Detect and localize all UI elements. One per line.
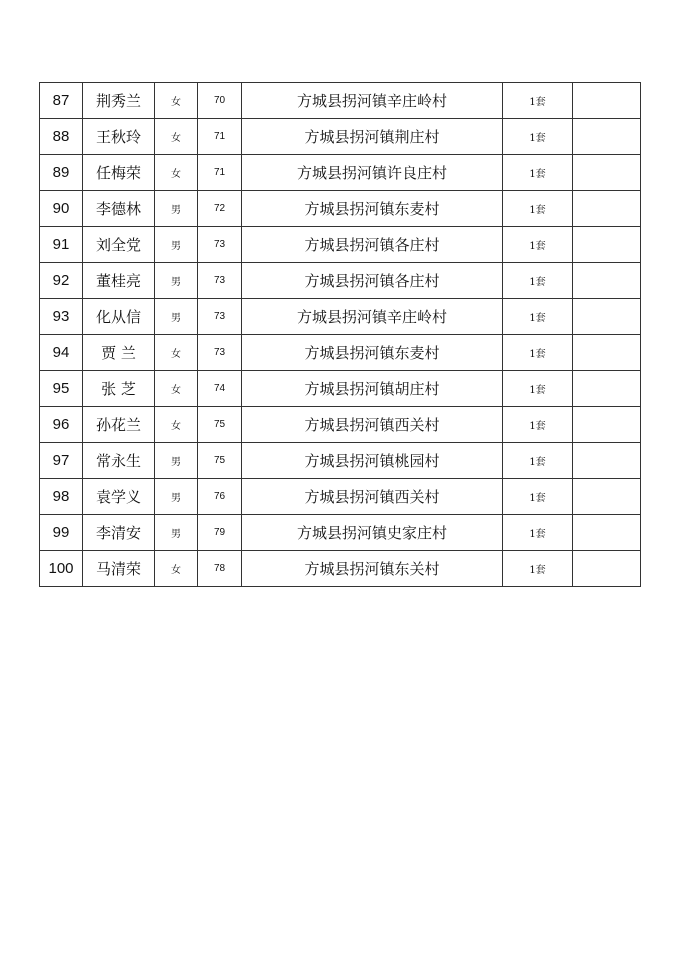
table-row [40,299,641,335]
table-row [40,191,641,227]
note-cell [573,335,641,371]
age-cell: 72 [198,191,242,227]
quantity-cell: 1套 [503,191,573,227]
address-cell: 方城县拐河镇史家庄村 [242,515,503,551]
quantity-cell: 1套 [503,407,573,443]
address-cell: 方城县拐河镇各庄村 [242,227,503,263]
table-body [40,83,641,587]
table-row [40,515,641,551]
row-number: 92 [40,263,83,299]
note-cell [573,443,641,479]
recipient-table [39,82,641,587]
sex-cell: 男 [155,299,198,335]
sex-cell: 男 [155,443,198,479]
age-cell: 73 [198,299,242,335]
person-name: 贾 兰 [83,335,155,371]
age-cell: 71 [198,155,242,191]
age-cell: 79 [198,515,242,551]
note-cell [573,191,641,227]
age-cell: 70 [198,83,242,119]
quantity-cell: 1套 [503,371,573,407]
person-name: 荆秀兰 [83,83,155,119]
note-cell [573,407,641,443]
note-cell [573,299,641,335]
sex-cell: 男 [155,191,198,227]
sex-cell: 男 [155,263,198,299]
address-cell: 方城县拐河镇桃园村 [242,443,503,479]
sex-cell: 女 [155,119,198,155]
quantity-cell: 1套 [503,83,573,119]
person-name: 刘全党 [83,227,155,263]
row-number: 100 [40,551,83,587]
address-cell: 方城县拐河镇许良庄村 [242,155,503,191]
person-name: 董桂亮 [83,263,155,299]
quantity-cell: 1套 [503,515,573,551]
note-cell [573,515,641,551]
table-row [40,263,641,299]
table-row [40,443,641,479]
row-number: 95 [40,371,83,407]
table-row [40,119,641,155]
quantity-cell: 1套 [503,299,573,335]
quantity-cell: 1套 [503,155,573,191]
address-cell: 方城县拐河镇辛庄岭村 [242,83,503,119]
address-cell: 方城县拐河镇西关村 [242,479,503,515]
age-cell: 78 [198,551,242,587]
sex-cell: 女 [155,371,198,407]
quantity-cell: 1套 [503,119,573,155]
person-name: 化从信 [83,299,155,335]
table-row [40,371,641,407]
address-cell: 方城县拐河镇胡庄村 [242,371,503,407]
note-cell [573,551,641,587]
quantity-cell: 1套 [503,263,573,299]
note-cell [573,371,641,407]
row-number: 91 [40,227,83,263]
quantity-cell: 1套 [503,335,573,371]
address-cell: 方城县拐河镇东麦村 [242,335,503,371]
table-row [40,227,641,263]
table-row [40,551,641,587]
table-row [40,407,641,443]
note-cell [573,83,641,119]
quantity-cell: 1套 [503,479,573,515]
person-name: 李德林 [83,191,155,227]
person-name: 王秋玲 [83,119,155,155]
row-number: 97 [40,443,83,479]
row-number: 99 [40,515,83,551]
sex-cell: 男 [155,479,198,515]
person-name: 张 芝 [83,371,155,407]
person-name: 袁学义 [83,479,155,515]
row-number: 87 [40,83,83,119]
sex-cell: 女 [155,335,198,371]
address-cell: 方城县拐河镇东关村 [242,551,503,587]
row-number: 93 [40,299,83,335]
sex-cell: 男 [155,227,198,263]
note-cell [573,479,641,515]
quantity-cell: 1套 [503,551,573,587]
age-cell: 73 [198,227,242,263]
sex-cell: 女 [155,551,198,587]
row-number: 88 [40,119,83,155]
age-cell: 76 [198,479,242,515]
quantity-cell: 1套 [503,443,573,479]
address-cell: 方城县拐河镇东麦村 [242,191,503,227]
age-cell: 74 [198,371,242,407]
row-number: 98 [40,479,83,515]
row-number: 94 [40,335,83,371]
address-cell: 方城县拐河镇荆庄村 [242,119,503,155]
sex-cell: 女 [155,83,198,119]
table-row [40,83,641,119]
person-name: 常永生 [83,443,155,479]
age-cell: 75 [198,407,242,443]
table-row [40,155,641,191]
age-cell: 71 [198,119,242,155]
sex-cell: 男 [155,515,198,551]
quantity-cell: 1套 [503,227,573,263]
row-number: 90 [40,191,83,227]
person-name: 孙花兰 [83,407,155,443]
table-row [40,335,641,371]
age-cell: 73 [198,335,242,371]
note-cell [573,227,641,263]
note-cell [573,263,641,299]
sex-cell: 女 [155,155,198,191]
age-cell: 75 [198,443,242,479]
note-cell [573,155,641,191]
address-cell: 方城县拐河镇各庄村 [242,263,503,299]
address-cell: 方城县拐河镇西关村 [242,407,503,443]
address-cell: 方城县拐河镇辛庄岭村 [242,299,503,335]
age-cell: 73 [198,263,242,299]
person-name: 马清荣 [83,551,155,587]
person-name: 李清安 [83,515,155,551]
table-row [40,479,641,515]
row-number: 96 [40,407,83,443]
sex-cell: 女 [155,407,198,443]
person-name: 任梅荣 [83,155,155,191]
row-number: 89 [40,155,83,191]
note-cell [573,119,641,155]
